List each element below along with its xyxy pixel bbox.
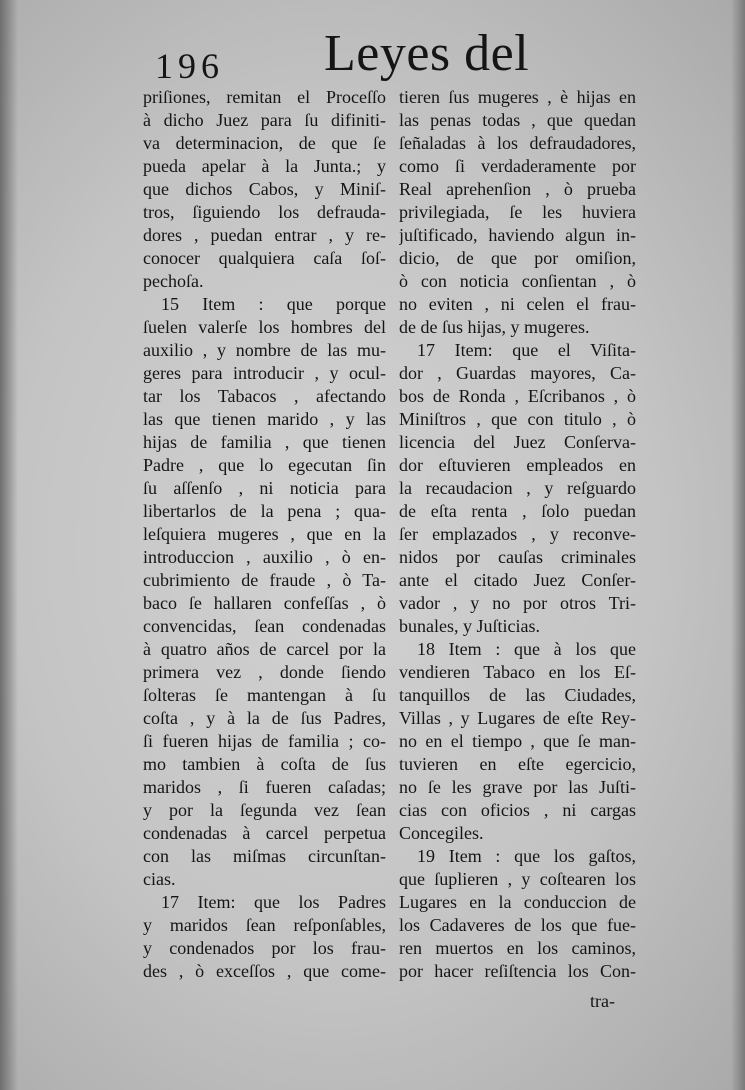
text-line: cubrimiento de fraude , ò Ta- bbox=[143, 570, 386, 590]
page-edge-shadow-left bbox=[0, 0, 18, 1090]
text-line: Concegiles. bbox=[399, 823, 484, 843]
catchword: tra- bbox=[590, 991, 615, 1011]
text-line: ſu aſſenſo , ni noticia para bbox=[143, 478, 386, 498]
text-line: tuvieren en eſte egercicio, bbox=[399, 754, 636, 774]
text-line: pechoſa. bbox=[143, 271, 204, 291]
text-line: que dichos Cabos, y Miniſ- bbox=[143, 179, 386, 199]
text-line: la recaudacion , y reſguardo bbox=[399, 478, 636, 498]
text-line: de de ſus hijas, y mugeres. bbox=[399, 317, 590, 337]
text-column-left bbox=[143, 86, 386, 983]
text-line: pueda apelar à la Junta.; y bbox=[143, 156, 386, 176]
text-line: hijas de familia , que tienen bbox=[143, 432, 386, 452]
text-line: privilegiada, ſe les huviera bbox=[399, 202, 636, 222]
text-line: baco ſe hallaren confeſſas , ò bbox=[143, 593, 386, 613]
text-line: primera vez , donde ſiendo bbox=[143, 662, 386, 682]
text-line: y por la ſegunda vez ſean bbox=[143, 800, 386, 820]
text-line: no en el tiempo , que ſe man- bbox=[399, 731, 636, 751]
text-line: ren muertos en los caminos, bbox=[399, 938, 636, 958]
text-line: ſi fueren hijas de familia ; co- bbox=[143, 731, 386, 751]
text-line: à dicho Juez para ſu difiniti- bbox=[143, 110, 386, 130]
text-line: coſta , y à la de ſus Padres, bbox=[143, 708, 386, 728]
text-line: mo tambien à coſta de ſus bbox=[143, 754, 386, 774]
text-line: ſeñaladas à los defraudadores, bbox=[399, 133, 636, 153]
text-line: cias. bbox=[143, 869, 176, 889]
text-line: 15 Item : que porque bbox=[161, 294, 386, 314]
page-number: 196 bbox=[155, 46, 224, 86]
text-line: no eviten , ni celen el frau- bbox=[399, 294, 636, 314]
page-edge-shadow-right bbox=[731, 0, 745, 1090]
text-line: por hacer reſiſtencia los Con- bbox=[399, 961, 636, 981]
text-line: los Cadaveres de los que fue- bbox=[399, 915, 636, 935]
text-line: Lugares en la conduccion de bbox=[399, 892, 636, 912]
text-line: vador , y no por otros Tri- bbox=[399, 593, 636, 613]
text-line: va determinacion, de que ſe bbox=[143, 133, 386, 153]
text-line: libertarlos de la pena ; qua- bbox=[143, 501, 386, 521]
text-line: introduccion , auxilio , ò en- bbox=[143, 547, 386, 567]
text-line: dor , Guardas mayores, Ca- bbox=[399, 363, 636, 383]
text-line: dicio, de que por omiſion, bbox=[399, 248, 636, 268]
text-line: 17 Item: que el Viſita- bbox=[417, 340, 636, 360]
text-column-right bbox=[399, 86, 636, 983]
text-line: des , ò exceſſos , que come- bbox=[143, 961, 386, 981]
text-line: geres para introducir , y ocul- bbox=[143, 363, 386, 383]
text-line: de eſta renta , ſolo puedan bbox=[399, 501, 636, 521]
text-line: Padre , que lo egecutan ſin bbox=[143, 455, 386, 475]
text-line: ſolteras ſe mantengan à ſu bbox=[143, 685, 386, 705]
text-line: 18 Item : que à los que bbox=[417, 639, 636, 659]
text-line: tros, ſiguiendo los defrauda- bbox=[143, 202, 386, 222]
text-line: con las miſmas circunſtan- bbox=[143, 846, 386, 866]
text-line: Villas , y Lugares de eſte Rey- bbox=[399, 708, 636, 728]
text-line: cias con oficios , ni cargas bbox=[399, 800, 636, 820]
text-line: las que tienen marido , y las bbox=[143, 409, 386, 429]
text-line: 17 Item: que los Padres bbox=[161, 892, 386, 912]
running-head: Leyes del bbox=[324, 25, 530, 82]
text-line: como ſi verdaderamente por bbox=[399, 156, 636, 176]
text-line: Miniſtros , que con titulo , ò bbox=[399, 409, 636, 429]
text-line: bunales, y Juſticias. bbox=[399, 616, 540, 636]
text-line: condenadas à carcel perpetua bbox=[143, 823, 386, 843]
text-line: juſtificado, haviendo algun in- bbox=[399, 225, 636, 245]
text-line: y condenados por los frau- bbox=[143, 938, 386, 958]
text-line: y maridos ſean reſponſables, bbox=[143, 915, 386, 935]
text-line: tanquillos de las Ciudades, bbox=[399, 685, 636, 705]
text-line: ſer emplazados , y reconve- bbox=[399, 524, 636, 544]
text-line: ante el citado Juez Conſer- bbox=[399, 570, 636, 590]
text-line: las penas todas , que quedan bbox=[399, 110, 636, 130]
text-line: leſquiera mugeres , que en la bbox=[143, 524, 386, 544]
text-line: vendieren Tabaco en los Eſ- bbox=[399, 662, 636, 682]
text-line: tar los Tabacos , afectando bbox=[143, 386, 386, 406]
text-line: licencia del Juez Conſerva- bbox=[399, 432, 636, 452]
text-line: tieren ſus mugeres , è hijas en bbox=[399, 87, 636, 107]
text-line: dores , puedan entrar , y re- bbox=[143, 225, 386, 245]
text-line: convencidas, ſean condenadas bbox=[143, 616, 386, 636]
text-line: conocer qualquiera caſa ſoſ- bbox=[143, 248, 386, 268]
text-line: ò con noticia conſientan , ò bbox=[399, 271, 636, 291]
text-line: priſiones, remitan el Proceſſo bbox=[143, 87, 386, 107]
text-line: maridos , ſi fueren caſadas; bbox=[143, 777, 386, 797]
text-line: bos de Ronda , Eſcribanos , ò bbox=[399, 386, 636, 406]
text-line: ſuelen valerſe los hombres del bbox=[143, 317, 386, 337]
text-line: que ſuplieren , y coſtearen los bbox=[399, 869, 636, 889]
text-line: dor eſtuvieren empleados en bbox=[399, 455, 636, 475]
text-line: no ſe les grave por las Juſti- bbox=[399, 777, 636, 797]
text-line: auxilio , y nombre de las mu- bbox=[143, 340, 386, 360]
text-line: Real aprehenſion , ò prueba bbox=[399, 179, 636, 199]
text-line: 19 Item : que los gaſtos, bbox=[417, 846, 636, 866]
text-line: nidos por cauſas criminales bbox=[399, 547, 636, 567]
text-line: à quatro años de carcel por la bbox=[143, 639, 386, 659]
